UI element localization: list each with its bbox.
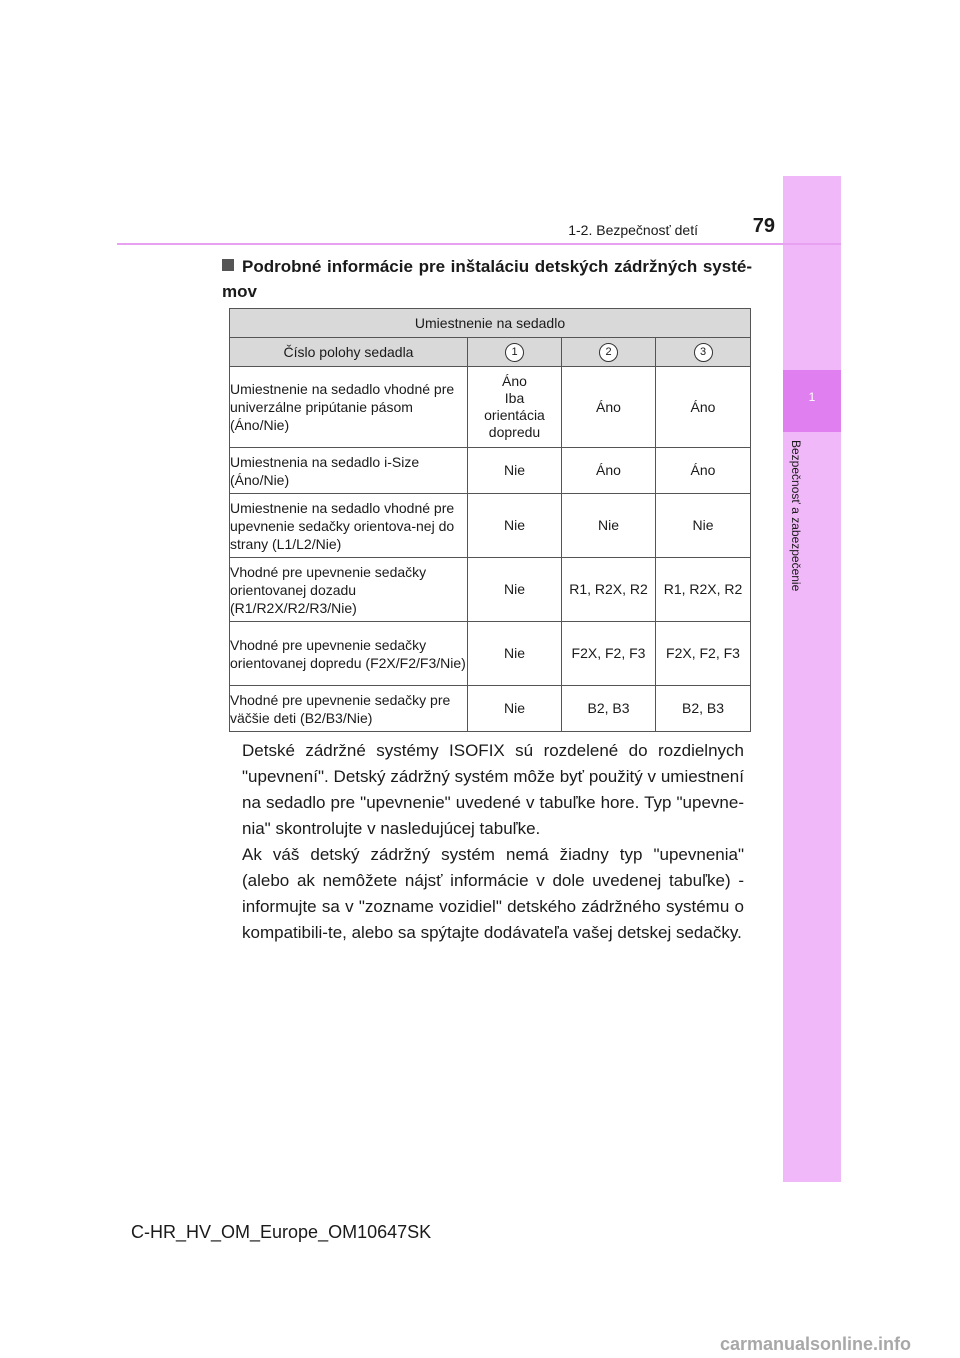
cell-position-1: Nie — [468, 686, 562, 732]
table-row — [230, 686, 751, 732]
page-number: 79 — [752, 215, 775, 237]
cell-position-2: Áno — [562, 367, 656, 448]
position-header: Číslo polohy sedadla — [230, 338, 468, 367]
chapter-side-tab — [783, 176, 841, 1182]
cell-position-1: Nie — [468, 622, 562, 686]
watermark-link[interactable]: carmanualsonline.info — [720, 1334, 912, 1354]
cell-position-3: Áno — [656, 367, 751, 448]
section-heading — [222, 254, 752, 304]
header-divider — [117, 243, 841, 245]
table-row — [230, 494, 751, 558]
document-footer: C-HR_HV_OM_Europe_OM10647SK — [131, 1222, 432, 1242]
chapter-label: Bezpečnosť a zabezpečenie — [789, 440, 803, 592]
position-3-header — [656, 338, 751, 367]
square-bullet-icon — [222, 259, 234, 271]
chapter-number: 1 — [808, 390, 816, 404]
position-2-icon: 2 — [599, 343, 618, 362]
body-paragraph-1: Detské zádržné systémy ISOFIX sú rozdelené do rozdielnych "upevnení". Detský zádržný systém môže byť použitý v umiestnení na sedadlo pre "upevnenie" uvedené v tabuľke hore. Typ "upevne-nia" skontrolujte v nasledujúcej tabuľke. — [242, 741, 744, 838]
cell-position-1: Áno Iba orientácia dopredu — [468, 367, 562, 448]
row-label: Umiestnenia na sedadlo i-Size (Áno/Nie) — [230, 448, 468, 494]
cell-position-2: F2X, F2, F3 — [562, 622, 656, 686]
cell-position-3: Áno — [656, 448, 751, 494]
table-row — [230, 367, 751, 448]
cell-position-3: F2X, F2, F3 — [656, 622, 751, 686]
cell-position-3: R1, R2X, R2 — [656, 558, 751, 622]
position-2-header — [562, 338, 656, 367]
table-row — [230, 622, 751, 686]
cell-position-2: B2, B3 — [562, 686, 656, 732]
body-text — [242, 738, 744, 946]
table-row — [230, 558, 751, 622]
row-label: Umiestnenie na sedadlo vhodné pre upevnenie sedačky orientova-nej do strany (L1/L2/Nie) — [230, 494, 468, 558]
cell-position-2: Áno — [562, 448, 656, 494]
row-label: Umiestnenie na sedadlo vhodné pre univerzálne pripútanie pásom (Áno/Nie) — [230, 367, 468, 448]
row-label: Vhodné pre upevnenie sedačky orientovanej dozadu (R1/R2X/R2/R3/Nie) — [230, 558, 468, 622]
isofix-table — [229, 308, 751, 732]
cell-position-1: Nie — [468, 494, 562, 558]
cell-position-3: Nie — [656, 494, 751, 558]
position-1-header — [468, 338, 562, 367]
cell-position-1: Nie — [468, 448, 562, 494]
heading-text: Podrobné informácie pre inštaláciu detských zádržných systé-mov — [222, 257, 752, 301]
position-1-icon: 1 — [505, 343, 524, 362]
cell-position-2: R1, R2X, R2 — [562, 558, 656, 622]
table-title: Umiestnenie na sedadlo — [230, 309, 751, 338]
section-title: 1-2. Bezpečnosť detí — [568, 222, 698, 238]
position-3-icon: 3 — [694, 343, 713, 362]
table-row — [230, 448, 751, 494]
cell-position-3: B2, B3 — [656, 686, 751, 732]
row-label: Vhodné pre upevnenie sedačky pre väčšie deti (B2/B3/Nie) — [230, 686, 468, 732]
body-paragraph-2: Ak váš detský zádržný systém nemá žiadny typ "upevnenia" (alebo ak nemôžete nájsť informácie v dole uvedenej tabuľke) - informujte sa v "zozname vozidiel" detského zádržného systému o kompatibili-te, alebo sa spýtajte dodávateľa vašej detskej sedačky. — [242, 845, 744, 942]
row-label: Vhodné pre upevnenie sedačky orientovanej dopredu (F2X/F2/F3/Nie) — [230, 622, 468, 686]
cell-position-2: Nie — [562, 494, 656, 558]
cell-position-1: Nie — [468, 558, 562, 622]
